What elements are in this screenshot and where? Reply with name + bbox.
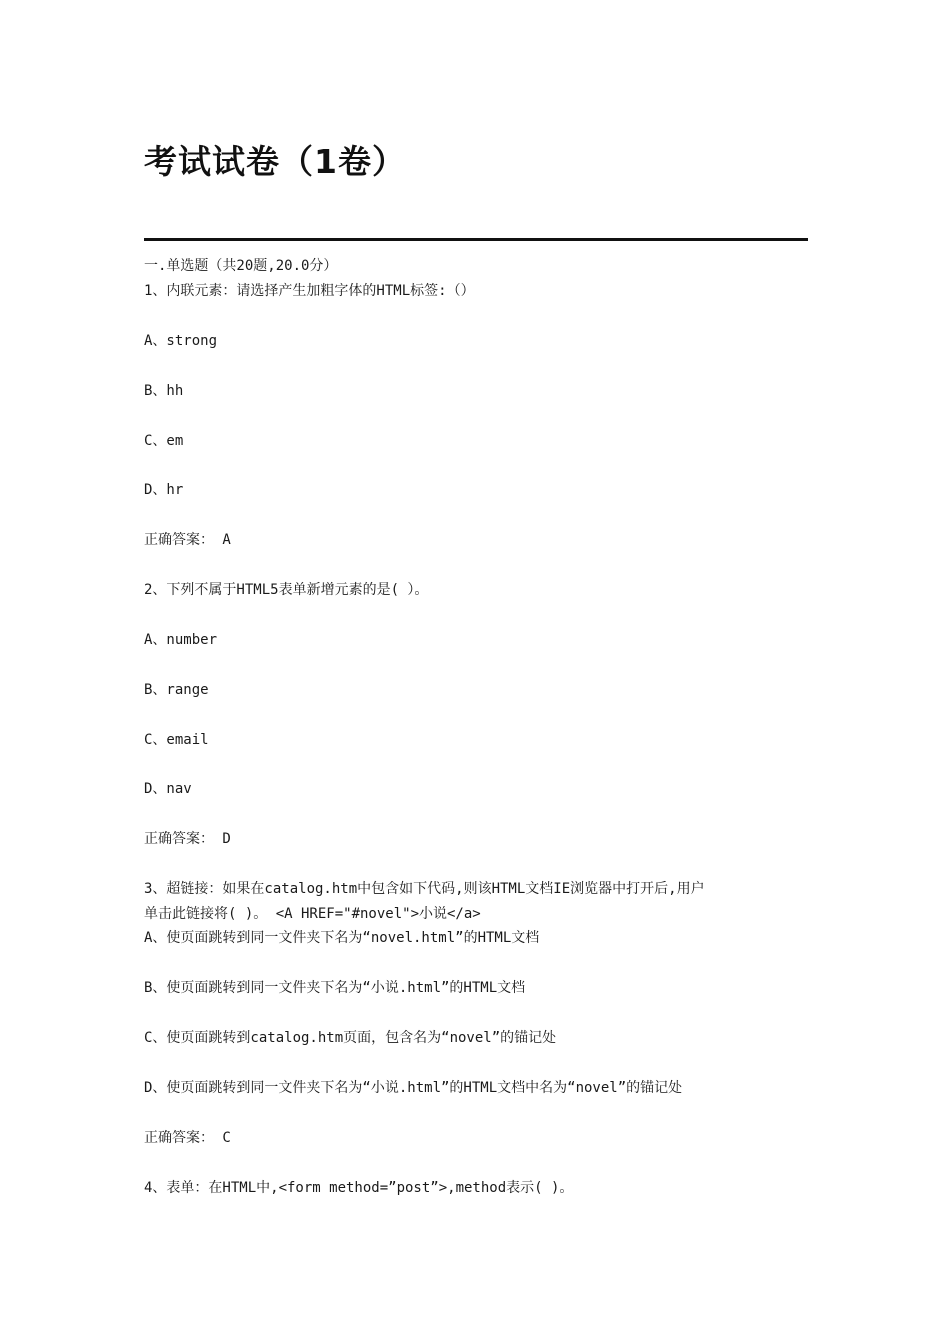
- question-2-option-c: C、email: [144, 732, 209, 748]
- question-1-option-a: A、strong: [144, 333, 218, 349]
- title-divider: [144, 238, 808, 241]
- question-1-text: 1、内联元素：请选择产生加粗字体的HTML标签:（）: [144, 283, 475, 299]
- question-3-answer: 正确答案： C: [144, 1130, 231, 1146]
- question-2-text: 2、下列不属于HTML5表单新增元素的是( ）。: [144, 582, 429, 598]
- question-1-answer: 正确答案： A: [144, 532, 231, 548]
- question-3-text-line2: 单击此链接将( )。 <A HREF="#novel">小说</a>: [144, 906, 481, 922]
- question-3-option-d: D、使页面跳转到同一文件夹下名为“小说.html”的HTML文档中名为“novel”的锚记处: [144, 1080, 683, 1096]
- question-2-option-a: A、number: [144, 632, 218, 648]
- section-header: 一.单选题（共20题,20.0分）: [144, 258, 338, 274]
- question-3-option-b: B、使页面跳转到同一文件夹下名为“小说.html”的HTML文档: [144, 980, 526, 996]
- document-title: 考试试卷（1卷）: [144, 142, 406, 181]
- question-3-option-a: A、使页面跳转到同一文件夹下名为“novel.html”的HTML文档: [144, 930, 540, 946]
- question-1-option-b: B、hh: [144, 383, 184, 399]
- question-1-option-d: D、hr: [144, 482, 184, 498]
- question-2-option-b: B、range: [144, 682, 209, 698]
- question-2-option-d: D、nav: [144, 781, 192, 797]
- question-4-text: 4、表单：在HTML中,<form method=”post”>,method表示( )。: [144, 1180, 574, 1196]
- question-1-option-c: C、em: [144, 433, 184, 449]
- question-2-answer: 正确答案： D: [144, 831, 231, 847]
- question-3-option-c: C、使页面跳转到catalog.htm页面，包含名为“novel”的锚记处: [144, 1030, 557, 1046]
- question-3-text-line1: 3、超链接：如果在catalog.htm中包含如下代码,则该HTML文档IE浏览器中打开后,用户: [144, 881, 705, 897]
